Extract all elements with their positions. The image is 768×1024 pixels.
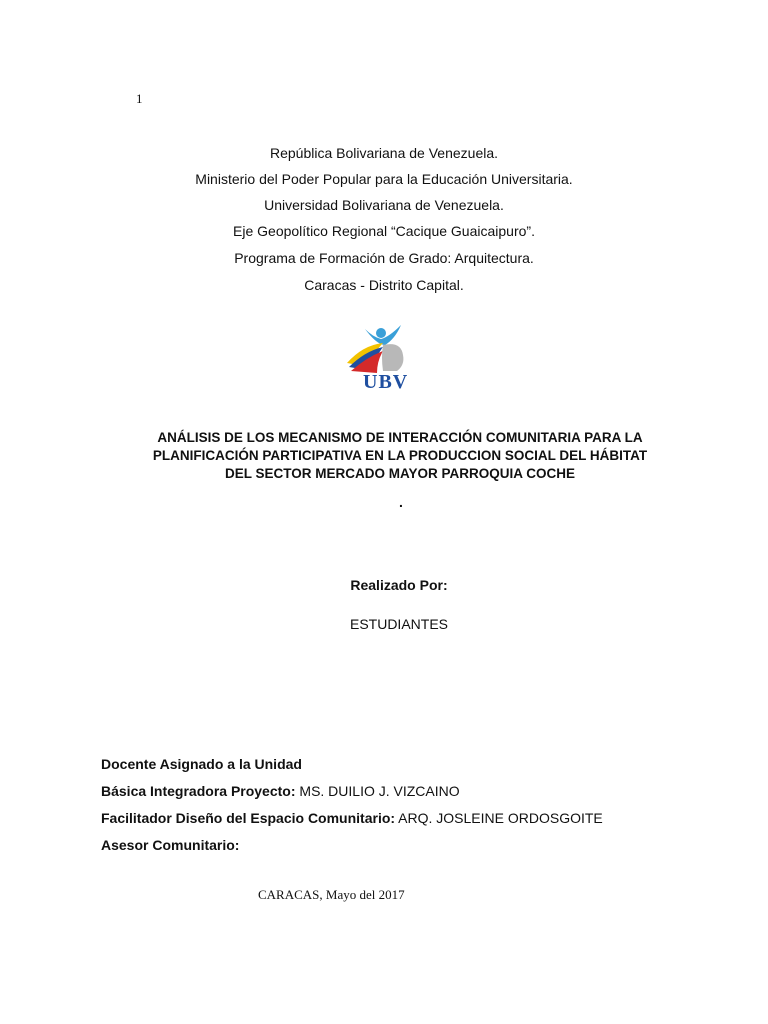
page-number: 1 [136,91,143,106]
header-republica: República Bolivariana de Venezuela. [269,145,499,161]
document-title [80,429,720,483]
basica-line [101,782,460,800]
authors-value: ESTUDIANTES [349,616,448,632]
docente-line [101,755,302,773]
header-ciudad: Caracas - Distrito Capital. [304,277,464,293]
docente-label: Docente Asignado a la Unidad [101,756,302,772]
asesor-line [101,836,239,854]
authors-heading: Realizado Por: [350,577,448,593]
footer-date: CARACAS, Mayo del 2017 [258,887,405,902]
ubv-logo-text: UBV [363,371,409,393]
header-ministerio: Ministerio del Poder Popular para la Educación Universitaria. [195,171,573,187]
header-universidad: Universidad Bolivariana de Venezuela. [264,197,504,213]
header-eje: Eje Geopolítico Regional “Cacique Guaicaipuro”. [233,223,535,239]
facilitador-value: ARQ. JOSLEINE ORDOSGOITE [395,810,603,826]
facilitador-line [101,809,603,827]
header-programa: Programa de Formación de Grado: Arquitectura. [234,250,534,266]
title-line-1: ANÁLISIS DE LOS MECANISMO DE INTERACCIÓN COMUNITARIA PARA LA [157,430,643,445]
basica-label: Básica Integradora Proyecto: [101,783,296,799]
asesor-label: Asesor Comunitario: [101,837,240,853]
title-line-3: DEL SECTOR MERCADO MAYOR PARROQUIA COCHE [224,466,576,481]
facilitador-label: Facilitador Diseño del Espacio Comunitario: [101,810,396,826]
title-trailing-dot: . [399,494,403,510]
basica-value: MS. DUILIO J. VIZCAINO [295,783,460,799]
title-line-2: PLANIFICACIÓN PARTICIPATIVA EN LA PRODUCCION SOCIAL DEL HÁBITAT [152,448,648,463]
ubv-logo [343,323,423,393]
